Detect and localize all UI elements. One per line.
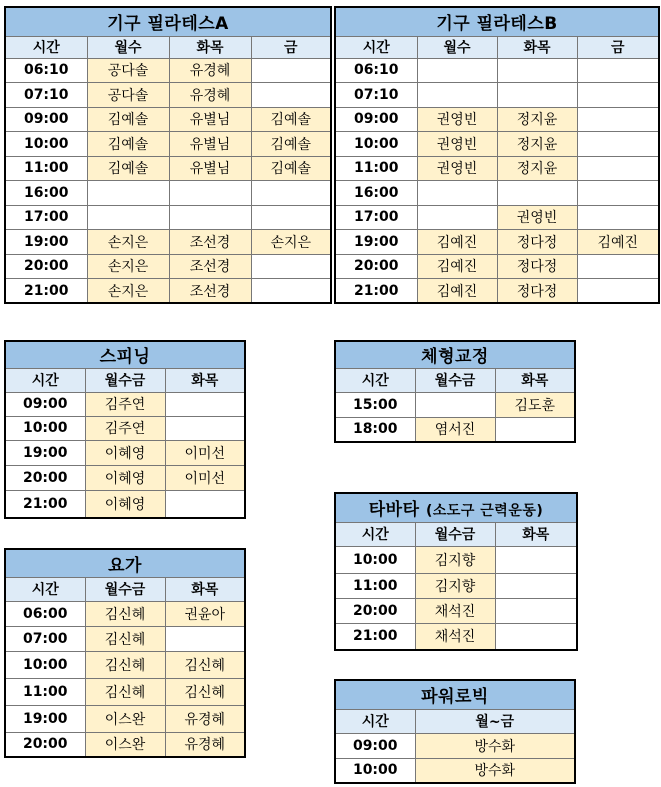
- time-cell: 19:00: [5, 705, 85, 732]
- instructor-cell: [169, 205, 251, 230]
- time-cell: 09:00: [335, 107, 417, 132]
- instructor-cell: [495, 417, 575, 442]
- column-header: 월수: [417, 36, 497, 58]
- instructor-cell: 유경혜: [169, 83, 251, 108]
- instructor-cell: [577, 205, 659, 230]
- instructor-cell: 김신혜: [165, 651, 245, 678]
- instructor-cell: [495, 623, 577, 650]
- instructor-cell: 김지향: [415, 573, 495, 598]
- header-row: [335, 368, 575, 392]
- instructor-cell: [415, 392, 495, 417]
- yoga-schedule: [4, 548, 246, 758]
- instructor-cell: [169, 181, 251, 206]
- time-cell: 20:00: [335, 254, 417, 279]
- table-row: [335, 181, 659, 206]
- column-header: 화목: [495, 522, 577, 546]
- instructor-cell: 손지은: [251, 230, 331, 255]
- instructor-cell: 채석진: [415, 598, 495, 623]
- instructor-cell: 방수화: [415, 758, 575, 783]
- column-header: 월수금: [85, 368, 165, 392]
- instructor-cell: 이혜영: [85, 490, 165, 518]
- instructor-cell: [577, 107, 659, 132]
- time-cell: 11:00: [5, 678, 85, 705]
- table-subtitle: (소도구 근력운동): [425, 503, 544, 520]
- instructor-cell: 정다정: [497, 230, 577, 255]
- instructor-cell: [165, 392, 245, 416]
- instructor-cell: 유경혜: [169, 58, 251, 83]
- table-row: [5, 626, 245, 651]
- time-cell: 06:10: [5, 58, 87, 83]
- instructor-cell: 김예진: [417, 279, 497, 304]
- pilates-b-schedule: [334, 6, 660, 304]
- instructor-cell: 권영빈: [417, 156, 497, 181]
- instructor-cell: [417, 83, 497, 108]
- instructor-cell: 김예진: [577, 230, 659, 255]
- table-row: [5, 601, 245, 626]
- time-cell: 06:10: [335, 58, 417, 83]
- instructor-cell: 유경혜: [165, 705, 245, 732]
- header-row: [335, 522, 577, 546]
- instructor-cell: 이미선: [165, 465, 245, 490]
- table-row: [5, 156, 331, 181]
- table-row: [335, 205, 659, 230]
- column-header: 월수금: [85, 577, 165, 601]
- power-aerobic-schedule: [334, 679, 576, 784]
- time-cell: 17:00: [5, 205, 87, 230]
- time-cell: 19:00: [5, 230, 87, 255]
- instructor-cell: 김예진: [417, 230, 497, 255]
- time-cell: 20:00: [5, 254, 87, 279]
- instructor-cell: 김도훈: [495, 392, 575, 417]
- time-cell: 11:00: [5, 156, 87, 181]
- table-row: [335, 58, 659, 83]
- title-row: [335, 680, 575, 709]
- instructor-cell: [87, 181, 169, 206]
- instructor-cell: 권윤아: [165, 601, 245, 626]
- time-cell: 16:00: [5, 181, 87, 206]
- instructor-cell: 권영빈: [417, 107, 497, 132]
- time-cell: 10:00: [335, 758, 415, 783]
- table-title: [335, 680, 575, 709]
- table-title-text: 체형교정: [421, 347, 489, 368]
- table-row: [5, 279, 331, 304]
- instructor-cell: 김신혜: [85, 651, 165, 678]
- time-cell: 06:00: [5, 601, 85, 626]
- table-title: [335, 7, 659, 36]
- instructor-cell: 이스완: [85, 705, 165, 732]
- time-cell: 09:00: [5, 107, 87, 132]
- instructor-cell: 채석진: [415, 623, 495, 650]
- time-cell: 17:00: [335, 205, 417, 230]
- instructor-cell: [497, 181, 577, 206]
- column-header: 시간: [335, 368, 415, 392]
- instructor-cell: 김예솔: [251, 132, 331, 157]
- table-row: [5, 107, 331, 132]
- instructor-cell: [251, 181, 331, 206]
- instructor-cell: 이스완: [85, 732, 165, 757]
- instructor-cell: 유경혜: [165, 732, 245, 757]
- instructor-cell: 권영빈: [497, 205, 577, 230]
- body-correction-schedule: [334, 340, 576, 443]
- title-row: [5, 549, 245, 577]
- instructor-cell: [495, 546, 577, 573]
- header-row: [335, 36, 659, 58]
- instructor-cell: 염서진: [415, 417, 495, 442]
- table-row: [5, 254, 331, 279]
- table-row: [5, 732, 245, 757]
- column-header: 시간: [5, 36, 87, 58]
- time-cell: 07:10: [5, 83, 87, 108]
- instructor-cell: 조선경: [169, 230, 251, 255]
- title-row: [335, 7, 659, 36]
- column-header: 화목: [165, 368, 245, 392]
- instructor-cell: [417, 181, 497, 206]
- instructor-cell: 이혜영: [85, 465, 165, 490]
- time-cell: 10:00: [335, 546, 415, 573]
- instructor-cell: 손지은: [87, 279, 169, 304]
- time-cell: 10:00: [5, 132, 87, 157]
- table-row: [5, 392, 245, 416]
- instructor-cell: 이혜영: [85, 440, 165, 465]
- table-row: [335, 156, 659, 181]
- time-cell: 07:10: [335, 83, 417, 108]
- table-row: [335, 230, 659, 255]
- instructor-cell: 이미선: [165, 440, 245, 465]
- table-title: [5, 341, 245, 368]
- table-row: [335, 83, 659, 108]
- column-header: 시간: [5, 577, 85, 601]
- table-row: [335, 392, 575, 417]
- instructor-cell: [495, 573, 577, 598]
- instructor-cell: 정다정: [497, 279, 577, 304]
- instructor-cell: [577, 254, 659, 279]
- instructor-cell: [577, 132, 659, 157]
- instructor-cell: 방수화: [415, 733, 575, 758]
- instructor-cell: 김예솔: [251, 107, 331, 132]
- table-row: [5, 83, 331, 108]
- instructor-cell: [577, 279, 659, 304]
- instructor-cell: [165, 490, 245, 518]
- table-row: [5, 58, 331, 83]
- time-cell: 10:00: [335, 132, 417, 157]
- time-cell: 10:00: [5, 416, 85, 440]
- table-title-text: 요가: [108, 555, 142, 576]
- table-title-text: 기구 필라테스A: [107, 14, 229, 35]
- table-row: [5, 678, 245, 705]
- time-cell: 20:00: [335, 598, 415, 623]
- instructor-cell: [577, 58, 659, 83]
- instructor-cell: 정다정: [497, 254, 577, 279]
- column-header: 시간: [335, 522, 415, 546]
- time-cell: 21:00: [5, 279, 87, 304]
- instructor-cell: 손지은: [87, 254, 169, 279]
- time-cell: 19:00: [5, 440, 85, 465]
- table-row: [335, 254, 659, 279]
- title-row: [335, 341, 575, 368]
- instructor-cell: [251, 205, 331, 230]
- table-row: [5, 230, 331, 255]
- instructor-cell: 조선경: [169, 279, 251, 304]
- table-row: [5, 465, 245, 490]
- time-cell: 15:00: [335, 392, 415, 417]
- table-title-text: 타바타: [368, 500, 420, 521]
- table-row: [5, 490, 245, 518]
- instructor-cell: [417, 58, 497, 83]
- instructor-cell: 김신혜: [85, 678, 165, 705]
- table-row: [335, 623, 577, 650]
- time-cell: 18:00: [335, 417, 415, 442]
- header-row: [335, 709, 575, 733]
- instructor-cell: 김신혜: [85, 601, 165, 626]
- instructor-cell: [577, 156, 659, 181]
- instructor-cell: [497, 83, 577, 108]
- table-title-text: 스피닝: [99, 347, 151, 368]
- table-row: [335, 546, 577, 573]
- instructor-cell: [251, 254, 331, 279]
- column-header: 금: [577, 36, 659, 58]
- table-row: [335, 733, 575, 758]
- time-cell: 21:00: [5, 490, 85, 518]
- table-row: [335, 417, 575, 442]
- table-row: [335, 279, 659, 304]
- table-row: [335, 758, 575, 783]
- column-header: 금: [251, 36, 331, 58]
- table-row: [5, 132, 331, 157]
- instructor-cell: 정지윤: [497, 132, 577, 157]
- table-row: [5, 416, 245, 440]
- table-row: [5, 205, 331, 230]
- column-header: 화목: [497, 36, 577, 58]
- instructor-cell: [495, 598, 577, 623]
- instructor-cell: 김주연: [85, 392, 165, 416]
- table-row: [5, 705, 245, 732]
- title-row: [335, 493, 577, 522]
- instructor-cell: 정지윤: [497, 156, 577, 181]
- instructor-cell: 유별님: [169, 107, 251, 132]
- table-title: [335, 493, 577, 522]
- instructor-cell: [577, 83, 659, 108]
- instructor-cell: [497, 58, 577, 83]
- time-cell: 21:00: [335, 623, 415, 650]
- title-row: [5, 341, 245, 368]
- instructor-cell: 공다솔: [87, 58, 169, 83]
- instructor-cell: 공다솔: [87, 83, 169, 108]
- instructor-cell: 정지윤: [497, 107, 577, 132]
- time-cell: 09:00: [5, 392, 85, 416]
- time-cell: 20:00: [5, 465, 85, 490]
- instructor-cell: [87, 205, 169, 230]
- table-row: [335, 107, 659, 132]
- instructor-cell: [251, 279, 331, 304]
- column-header: 화목: [169, 36, 251, 58]
- header-row: [5, 368, 245, 392]
- instructor-cell: 김신혜: [85, 626, 165, 651]
- table-title: [335, 341, 575, 368]
- instructor-cell: 권영빈: [417, 132, 497, 157]
- table-title-text: 파워로빅: [421, 687, 489, 708]
- instructor-cell: 김주연: [85, 416, 165, 440]
- instructor-cell: 김예솔: [87, 132, 169, 157]
- table-title-text: 기구 필라테스B: [436, 14, 558, 35]
- table-row: [335, 132, 659, 157]
- instructor-cell: [165, 416, 245, 440]
- time-cell: 20:00: [5, 732, 85, 757]
- time-cell: 10:00: [5, 651, 85, 678]
- instructor-cell: 유별님: [169, 156, 251, 181]
- table-title: [5, 7, 331, 36]
- instructor-cell: [417, 205, 497, 230]
- column-header: 시간: [5, 368, 85, 392]
- table-row: [335, 573, 577, 598]
- instructor-cell: 김예솔: [87, 156, 169, 181]
- instructor-cell: 김지향: [415, 546, 495, 573]
- instructor-cell: 김신혜: [165, 678, 245, 705]
- time-cell: 21:00: [335, 279, 417, 304]
- time-cell: 11:00: [335, 573, 415, 598]
- instructor-cell: 조선경: [169, 254, 251, 279]
- instructor-cell: 유별님: [169, 132, 251, 157]
- table-row: [5, 181, 331, 206]
- column-header: 화목: [165, 577, 245, 601]
- instructor-cell: [251, 58, 331, 83]
- column-header: 시간: [335, 36, 417, 58]
- table-row: [5, 651, 245, 678]
- instructor-cell: 손지은: [87, 230, 169, 255]
- time-cell: 07:00: [5, 626, 85, 651]
- instructor-cell: [577, 181, 659, 206]
- column-header: 월수금: [415, 522, 495, 546]
- spinning-schedule: [4, 340, 246, 519]
- table-row: [5, 440, 245, 465]
- header-row: [5, 577, 245, 601]
- table-row: [335, 598, 577, 623]
- instructor-cell: 김예진: [417, 254, 497, 279]
- time-cell: 19:00: [335, 230, 417, 255]
- time-cell: 16:00: [335, 181, 417, 206]
- column-header: 월수금: [415, 368, 495, 392]
- instructor-cell: [165, 626, 245, 651]
- column-header: 화목: [495, 368, 575, 392]
- instructor-cell: 김예솔: [251, 156, 331, 181]
- tabata-schedule: [334, 492, 578, 651]
- instructor-cell: [251, 83, 331, 108]
- column-header: 월~금: [415, 709, 575, 733]
- pilates-a-schedule: [4, 6, 332, 304]
- header-row: [5, 36, 331, 58]
- time-cell: 11:00: [335, 156, 417, 181]
- instructor-cell: 김예솔: [87, 107, 169, 132]
- table-title: [5, 549, 245, 577]
- title-row: [5, 7, 331, 36]
- column-header: 월수: [87, 36, 169, 58]
- time-cell: 09:00: [335, 733, 415, 758]
- column-header: 시간: [335, 709, 415, 733]
